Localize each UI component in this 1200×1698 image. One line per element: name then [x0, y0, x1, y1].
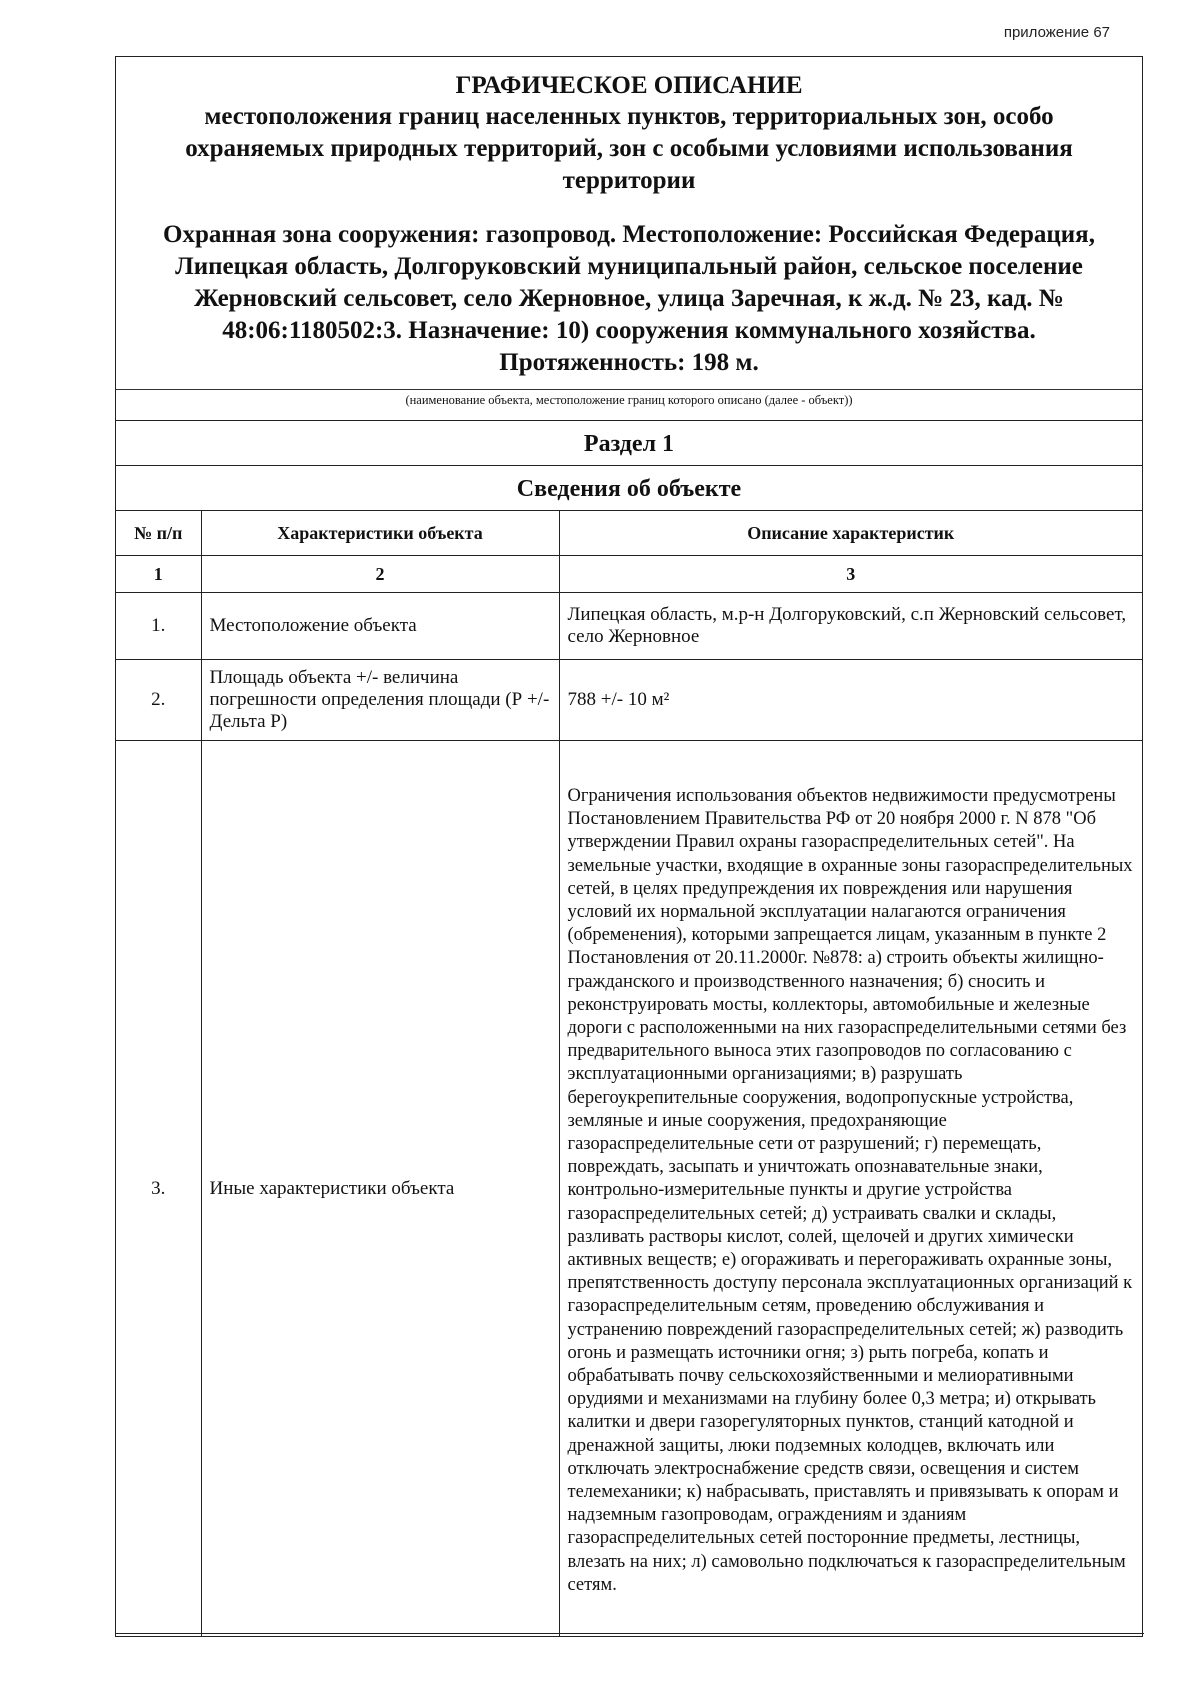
characteristic-value: Ограничения использования объектов недвижимости предусмотрены Постановлением Правительства РФ от 20 ноября 2000 г. N 878 "Об утверждении Правил охраны газораспределительных сетей". На земельные участки, входящие в охранные зоны газораспределительных сетей, в целях предупреждения их повреждения или нарушения условий их нормальной эксплуатации налагаются ограничения (обременения), которыми запрещается лицам, указанным в пункте 2 Постановления от 20.11.2000г. №878: а) строить объекты жилищно-гражданского и производственного назначения; б) сносить и реконструировать мосты, коллекторы, автомобильные и железные дороги с расположенными на них газораспределительными сетями без предварительного выноса этих газопроводов по согласованию с эксплуатационными организациями; в) разрушать берегоукрепительные сооружения, водопропускные устройства, земляные и иные сооружения, предохраняющие газораспределительные сети от разрушений; г) перемещать, повреждать, засыпать и уничтожать опознавательные знаки, контрольно-измерительные пункты и другие устройства газораспределительных сетей; д) устраивать свалки и склады, разливать растворы кислот, солей, щелочей и других химически активных веществ; е) огораживать и перегораживать охранные зоны, препятственность доступу персонала эксплуатационных организаций к газораспределительным сетям, проведению обслуживания и устранению повреждений газораспределительных сетей; ж) разводить огонь и размещать источники огня; з) рыть погреба, копать и обрабатывать почву сельскохозяйственными и мелиоративными орудиями и механизмами на глубину более 0,3 метра; и) открывать калитки и двери газорегуляторных пунктов, станций катодной и дренажной защиты, люки подземных колодцев, включать или отключать электроснабжение средств связи, освещения и систем телемеханики; к) набрасывать, приставлять и привязывать к опорам и надземным газопроводам, ограждениям и зданиям газораспределительных сетей посторонние предметы, лестницы, влезать на них; л) самовольно подключаться к газораспределительным сетям.	[559, 741, 1142, 1637]
object-info-table	[116, 511, 1142, 1636]
characteristic-name: Иные характеристики объекта	[201, 741, 559, 1637]
section-subtitle: Сведения об объекте	[116, 466, 1142, 511]
column-header-num: № п/п	[116, 511, 201, 556]
object-caption: (наименование объекта, местоположение границ которого описано (далее - объект))	[116, 389, 1142, 421]
characteristic-value: 788 +/- 10 м²	[559, 660, 1142, 741]
row-number: 3.	[116, 741, 201, 1637]
table-row	[116, 741, 1142, 1637]
bottom-rule	[115, 1633, 1144, 1634]
characteristic-name: Местоположение объекта	[201, 593, 559, 660]
column-index: 3	[559, 556, 1142, 593]
table-header-row	[116, 511, 1142, 556]
document-subtitle: местоположения границ населенных пунктов, территориальных зон, особо охраняемых природных территорий, зон с особыми условиями использования территории	[185, 103, 1073, 194]
header-block	[116, 57, 1142, 389]
characteristic-value: Липецкая область, м.р-н Долгоруковский, с.п Жерновский сельсовет, село Жерновное	[559, 593, 1142, 660]
column-index: 1	[116, 556, 201, 593]
section-title: Раздел 1	[116, 421, 1142, 466]
row-number: 1.	[116, 593, 201, 660]
object-description: Охранная зона сооружения: газопровод. Местоположение: Российская Федерация, Липецкая область, Долгоруковский муниципальный район, сельское поселение Жерновский сельсовет, село Жерновное, улица Заречная, к ж.д. № 23, кад. № 48:06:1180502:3. Назначение: 10) сооружения коммунального хозяйства. Протяженность: 198 м.	[163, 221, 1095, 376]
row-number: 2.	[116, 660, 201, 741]
table-row	[116, 660, 1142, 741]
document-frame	[115, 56, 1143, 1637]
column-header-characteristic: Характеристики объекта	[201, 511, 559, 556]
column-header-description: Описание характеристик	[559, 511, 1142, 556]
appendix-label: приложение 67	[1003, 24, 1110, 41]
column-index-row	[116, 556, 1142, 593]
table-row	[116, 593, 1142, 660]
document-title: ГРАФИЧЕСКОЕ ОПИСАНИЕ	[455, 72, 803, 99]
characteristic-name: Площадь объекта +/- величина погрешности определения площади (Р +/- Дельта Р)	[201, 660, 559, 741]
column-index: 2	[201, 556, 559, 593]
